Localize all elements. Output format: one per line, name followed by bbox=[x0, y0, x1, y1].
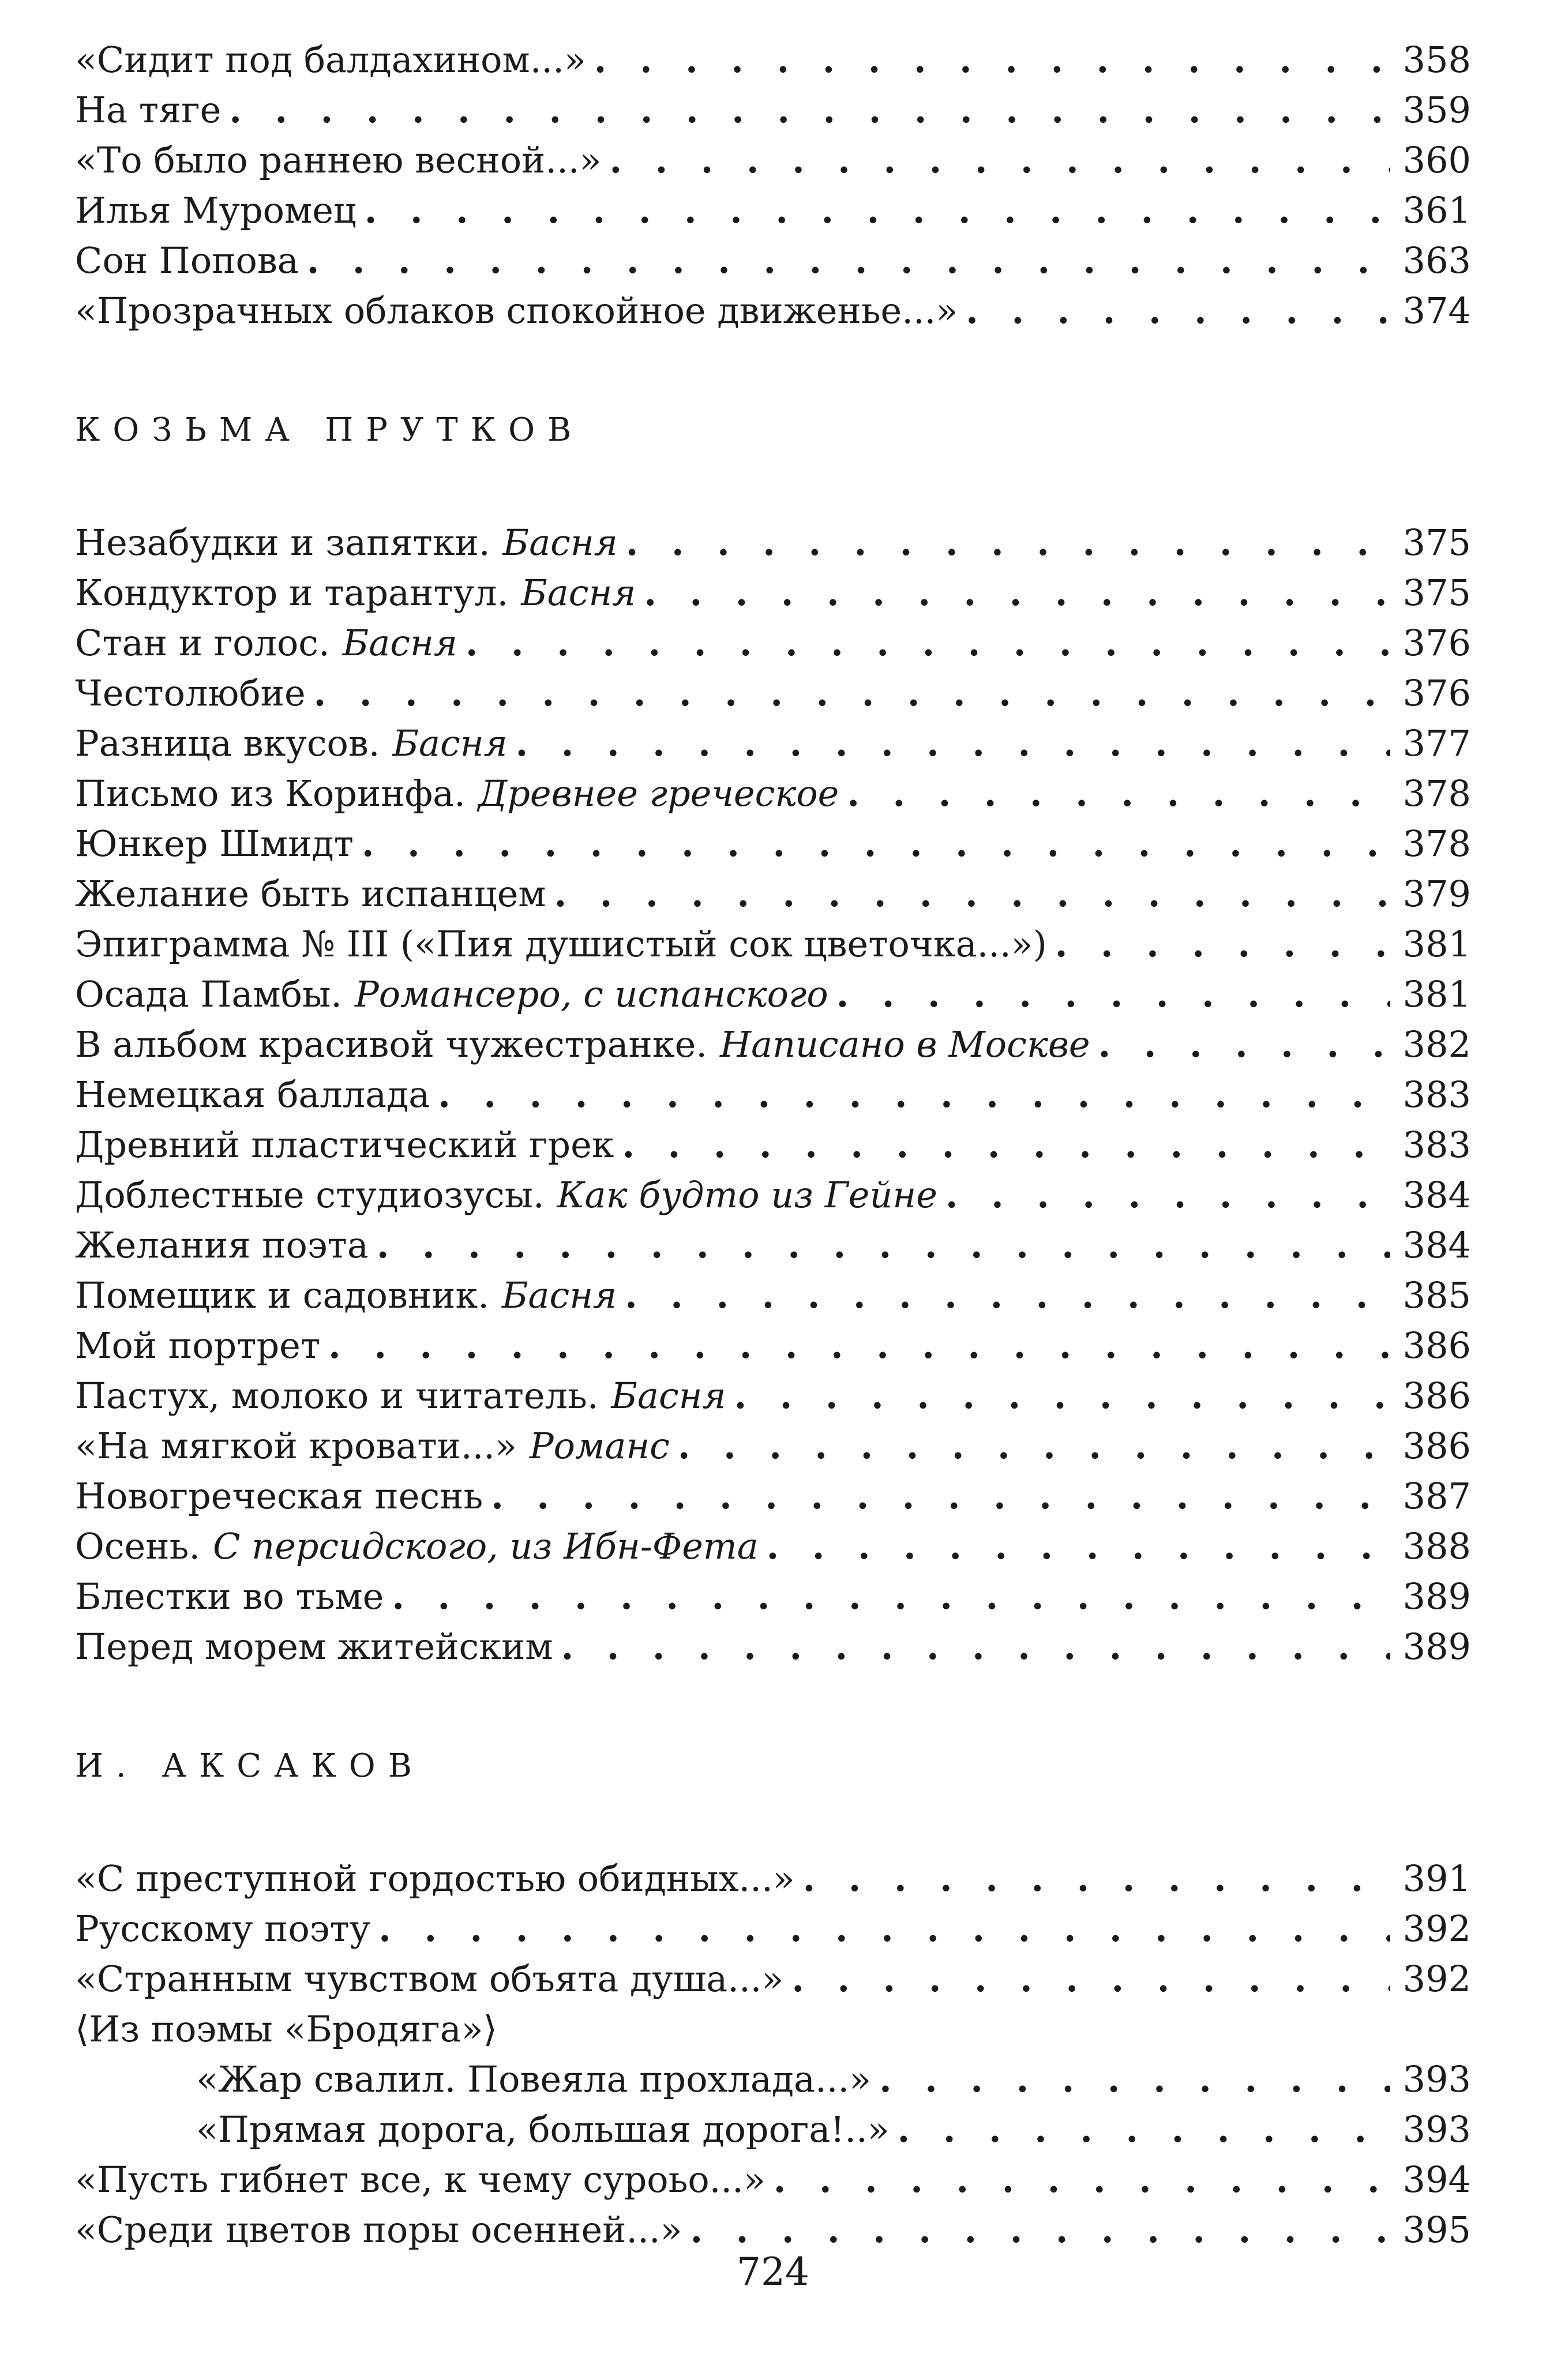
toc-entry bbox=[75, 1019, 1471, 1069]
dot-leader bbox=[803, 1853, 1390, 1904]
toc-entry bbox=[75, 768, 1471, 819]
entry-title-text: «Прямая дорога, большая дорога!..» bbox=[196, 2108, 890, 2150]
dot-leader bbox=[466, 618, 1390, 668]
entry-title-text: ⟨Из поэмы «Бродяга»⟩ bbox=[75, 2008, 497, 2050]
dot-leader bbox=[1055, 919, 1390, 969]
dot-leader bbox=[644, 568, 1390, 618]
toc-entry bbox=[75, 1954, 1471, 2004]
entry-subtitle: Древнее греческое bbox=[478, 772, 839, 814]
entry-title-text: Немецкая баллада bbox=[75, 1073, 430, 1116]
entry-title bbox=[75, 768, 839, 819]
entry-title-text: Помещик и садовник. bbox=[75, 1274, 489, 1316]
entry-page: 375 bbox=[1402, 521, 1471, 564]
entry-subtitle: Романсеро, с испанского bbox=[355, 973, 828, 1015]
toc-entry bbox=[75, 2154, 1471, 2205]
entry-subtitle: Басня bbox=[342, 622, 457, 664]
toc-entry bbox=[75, 668, 1471, 718]
entry-page: 360 bbox=[1402, 139, 1471, 181]
dot-leader bbox=[622, 1120, 1390, 1170]
entry-title-text: Стан и голос. bbox=[75, 622, 330, 664]
entry-title-text: Разница вкусов. bbox=[75, 722, 380, 764]
entry-title-text: Пастух, молоко и читатель. bbox=[75, 1375, 599, 1417]
entry-title bbox=[75, 1069, 430, 1120]
entry-subtitle: Басня bbox=[521, 572, 636, 614]
entry-title-text: Желания поэта bbox=[75, 1224, 369, 1266]
toc-entry bbox=[75, 1571, 1471, 1621]
entry-title bbox=[75, 1170, 937, 1220]
toc-entry bbox=[75, 718, 1471, 768]
entry-page: 378 bbox=[1402, 772, 1471, 814]
entry-title bbox=[75, 35, 586, 85]
entry-page: 389 bbox=[1402, 1575, 1471, 1617]
entry-page: 393 bbox=[1402, 2108, 1471, 2150]
entry-title bbox=[75, 517, 618, 568]
entry-title bbox=[75, 1571, 384, 1621]
entry-subtitle: Написано в Москве bbox=[720, 1023, 1090, 1065]
entry-subtitle: Басня bbox=[392, 722, 508, 764]
entry-title-text: «Пусть гибнет все, к чему суроьо...» bbox=[75, 2158, 766, 2201]
entry-title bbox=[75, 1270, 617, 1320]
toc-entry bbox=[75, 1220, 1471, 1270]
dot-leader bbox=[678, 1421, 1390, 1471]
toc-entry bbox=[75, 869, 1471, 919]
entry-title bbox=[75, 819, 354, 869]
entry-page: 392 bbox=[1402, 1958, 1471, 2000]
toc-entry bbox=[75, 517, 1471, 568]
toc-entry bbox=[75, 819, 1471, 869]
dot-leader bbox=[791, 1954, 1390, 2004]
entry-title-text: Честолюбие bbox=[75, 672, 306, 714]
dot-leader bbox=[491, 1471, 1390, 1521]
entry-title-text: Мой портрет bbox=[75, 1324, 321, 1367]
entry-title-text: Эпиграмма № III («Пия душистый сок цветочка...») bbox=[75, 923, 1047, 965]
dot-leader bbox=[1098, 1019, 1390, 1069]
dot-leader bbox=[328, 1320, 1390, 1371]
toc-entry bbox=[75, 969, 1471, 1019]
toc-entry bbox=[75, 2054, 1471, 2104]
entry-page: 389 bbox=[1402, 1626, 1471, 1668]
entry-page: 395 bbox=[1402, 2209, 1471, 2251]
dot-leader bbox=[734, 1371, 1390, 1421]
entry-title-text: Илья Муромец bbox=[75, 189, 357, 231]
entry-page: 379 bbox=[1402, 873, 1471, 915]
page-number: 724 bbox=[737, 2250, 809, 2294]
entry-title-text: Осень. bbox=[75, 1525, 201, 1567]
toc-entry bbox=[75, 1421, 1471, 1471]
entry-title bbox=[75, 135, 601, 185]
entry-title-text: «Жар свалил. Повеяла прохлада...» bbox=[196, 2058, 872, 2100]
toc-entry bbox=[75, 1170, 1471, 1220]
dot-leader bbox=[377, 1220, 1390, 1270]
entry-subtitle: Басня bbox=[501, 1274, 617, 1316]
entry-page: 393 bbox=[1402, 2058, 1471, 2100]
dot-leader bbox=[362, 819, 1390, 869]
dot-leader bbox=[378, 1904, 1390, 1954]
toc-entry bbox=[75, 1521, 1471, 1571]
dot-leader bbox=[561, 1621, 1390, 1672]
entry-title-text: В альбом красивой чужестранке. bbox=[75, 1023, 708, 1065]
toc-section bbox=[75, 35, 1471, 336]
entry-page: 374 bbox=[1402, 290, 1471, 332]
dot-leader bbox=[879, 2054, 1390, 2104]
entry-title bbox=[75, 1220, 369, 1270]
toc-section bbox=[75, 1741, 1471, 2255]
entry-title bbox=[75, 1421, 670, 1471]
toc-entry bbox=[75, 85, 1471, 135]
entry-title bbox=[75, 235, 299, 286]
entry-page: 363 bbox=[1402, 239, 1471, 281]
dot-leader bbox=[554, 869, 1390, 919]
dot-leader bbox=[594, 35, 1390, 85]
entry-title-text: Новогреческая песнь bbox=[75, 1475, 483, 1517]
toc-entry bbox=[75, 1621, 1471, 1672]
toc-entry bbox=[75, 1270, 1471, 1320]
entry-title-text: «Странным чувством объята душа...» bbox=[75, 1958, 784, 2000]
toc-entry bbox=[75, 1853, 1471, 1904]
toc-entry bbox=[75, 1320, 1471, 1371]
entry-title bbox=[75, 969, 828, 1019]
entry-page: 375 bbox=[1402, 572, 1471, 614]
dot-leader bbox=[314, 668, 1390, 718]
table-of-contents bbox=[75, 35, 1471, 2255]
entry-subtitle: Романс bbox=[529, 1425, 670, 1467]
entry-page: 386 bbox=[1402, 1425, 1471, 1467]
entry-title bbox=[75, 1904, 370, 1954]
dot-leader bbox=[625, 1270, 1390, 1320]
entry-title-text: Русскому поэту bbox=[75, 1908, 371, 1950]
entry-page: 387 bbox=[1402, 1475, 1471, 1517]
entry-page: 386 bbox=[1402, 1324, 1471, 1367]
entry-subtitle: Басня bbox=[502, 521, 618, 564]
entry-title bbox=[75, 85, 221, 135]
dot-leader bbox=[898, 2104, 1390, 2154]
toc-entry bbox=[75, 185, 1471, 235]
entry-title-text: Блестки во тьме bbox=[75, 1575, 384, 1617]
entry-subtitle: Как будто из Гейне bbox=[557, 1174, 937, 1216]
entry-page: 359 bbox=[1402, 89, 1471, 131]
toc-entry bbox=[75, 135, 1471, 185]
dot-leader bbox=[516, 718, 1390, 768]
entry-title-text: Желание быть испанцем bbox=[75, 873, 546, 915]
dot-leader bbox=[767, 1521, 1390, 1571]
entry-title-text: Юнкер Шмидт bbox=[75, 823, 354, 865]
toc-entry bbox=[75, 2104, 1471, 2154]
dot-leader bbox=[836, 969, 1390, 1019]
dot-leader bbox=[307, 235, 1390, 286]
entry-title-text: «С преступной гордостью обидных...» bbox=[75, 1857, 795, 1900]
entry-page: 361 bbox=[1402, 189, 1471, 231]
entry-page: 377 bbox=[1402, 722, 1471, 764]
entry-title-text: «Среди цветов поры осенней...» bbox=[75, 2209, 682, 2251]
entry-title bbox=[75, 185, 357, 235]
toc-entry bbox=[75, 35, 1471, 85]
entry-page: 392 bbox=[1402, 1908, 1471, 1950]
entry-title bbox=[75, 1471, 483, 1521]
section-heading: КОЗЬМА ПРУТКОВ bbox=[75, 411, 584, 449]
entry-title bbox=[75, 869, 546, 919]
entry-title bbox=[75, 1853, 795, 1904]
entry-page: 388 bbox=[1402, 1525, 1471, 1567]
dot-leader bbox=[774, 2154, 1390, 2205]
toc-entry bbox=[75, 1371, 1471, 1421]
entry-page: 391 bbox=[1402, 1857, 1471, 1900]
entry-page: 378 bbox=[1402, 823, 1471, 865]
entry-page: 381 bbox=[1402, 973, 1471, 1015]
entry-title-text: «Сидит под балдахином...» bbox=[75, 39, 586, 81]
entry-subtitle: Басня bbox=[611, 1375, 726, 1417]
entry-title-text: «Прозрачных облаков спокойное движенье...» bbox=[75, 290, 958, 332]
entry-title bbox=[75, 718, 508, 768]
dot-leader bbox=[626, 517, 1390, 568]
entry-title bbox=[75, 1120, 614, 1170]
entry-title bbox=[75, 1621, 553, 1672]
toc-entry bbox=[75, 1471, 1471, 1521]
entry-page: 383 bbox=[1402, 1124, 1471, 1166]
entry-title-text: Сон Попова bbox=[75, 239, 299, 281]
entry-title bbox=[75, 1954, 783, 2004]
entry-title bbox=[75, 1371, 726, 1421]
dot-leader bbox=[691, 2205, 1390, 2255]
toc-entry bbox=[75, 286, 1471, 336]
dot-leader bbox=[609, 135, 1390, 185]
entry-page: 376 bbox=[1402, 672, 1471, 714]
dot-leader bbox=[966, 286, 1390, 336]
entry-title bbox=[75, 1019, 1090, 1069]
entry-title bbox=[75, 1521, 759, 1571]
toc-entry bbox=[75, 618, 1471, 668]
toc-entry bbox=[75, 1904, 1471, 1954]
entry-title-text: Письмо из Коринфа. bbox=[75, 772, 466, 814]
entry-title-text: «На мягкой кровати...» bbox=[75, 1425, 517, 1467]
entry-title bbox=[75, 2154, 766, 2205]
entry-title bbox=[75, 2104, 890, 2154]
entry-page: 385 bbox=[1402, 1274, 1471, 1316]
toc-entry bbox=[75, 2205, 1471, 2255]
entry-title bbox=[75, 2008, 497, 2050]
entry-title-text: Незабудки и запятки. bbox=[75, 521, 490, 564]
entry-title-text: Доблестные студиозусы. bbox=[75, 1174, 545, 1216]
toc-entry bbox=[75, 568, 1471, 618]
toc-entry bbox=[75, 1069, 1471, 1120]
entry-page: 376 bbox=[1402, 622, 1471, 664]
entry-title-text: «То было раннею весной...» bbox=[75, 139, 602, 181]
toc-entry bbox=[75, 919, 1471, 969]
entry-subtitle: С персидского, из Ибн-Фета bbox=[213, 1525, 759, 1567]
dot-leader bbox=[229, 85, 1390, 135]
entry-title-text: Перед морем житейским bbox=[75, 1626, 553, 1668]
entry-page: 381 bbox=[1402, 923, 1471, 965]
toc-entry bbox=[75, 235, 1471, 286]
entry-page: 384 bbox=[1402, 1224, 1471, 1266]
entry-title bbox=[75, 919, 1047, 969]
entry-title bbox=[75, 1320, 320, 1371]
section-heading: И. АКСАКОВ bbox=[75, 1747, 425, 1785]
entry-page: 358 bbox=[1402, 39, 1471, 81]
entry-title bbox=[75, 618, 457, 668]
toc-group-heading bbox=[75, 2004, 1471, 2054]
dot-leader bbox=[847, 768, 1390, 819]
entry-title bbox=[75, 568, 636, 618]
toc-entry bbox=[75, 1120, 1471, 1170]
entry-title-text: Древний пластический грек bbox=[75, 1124, 614, 1166]
entry-page: 384 bbox=[1402, 1174, 1471, 1216]
entry-title-text: Осада Памбы. bbox=[75, 973, 343, 1015]
dot-leader bbox=[392, 1571, 1390, 1621]
entry-page: 386 bbox=[1402, 1375, 1471, 1417]
entry-title-text: На тяге bbox=[75, 89, 222, 131]
toc-section bbox=[75, 405, 1471, 1672]
entry-title bbox=[75, 2054, 871, 2104]
entry-title bbox=[75, 668, 306, 718]
entry-page: 383 bbox=[1402, 1073, 1471, 1116]
dot-leader bbox=[945, 1170, 1390, 1220]
entry-title bbox=[75, 2205, 682, 2255]
entry-page: 382 bbox=[1402, 1023, 1471, 1065]
dot-leader bbox=[365, 185, 1390, 235]
entry-title-text: Кондуктор и тарантул. bbox=[75, 572, 509, 614]
dot-leader bbox=[438, 1069, 1390, 1120]
entry-title bbox=[75, 286, 958, 336]
entry-page: 394 bbox=[1402, 2158, 1471, 2201]
